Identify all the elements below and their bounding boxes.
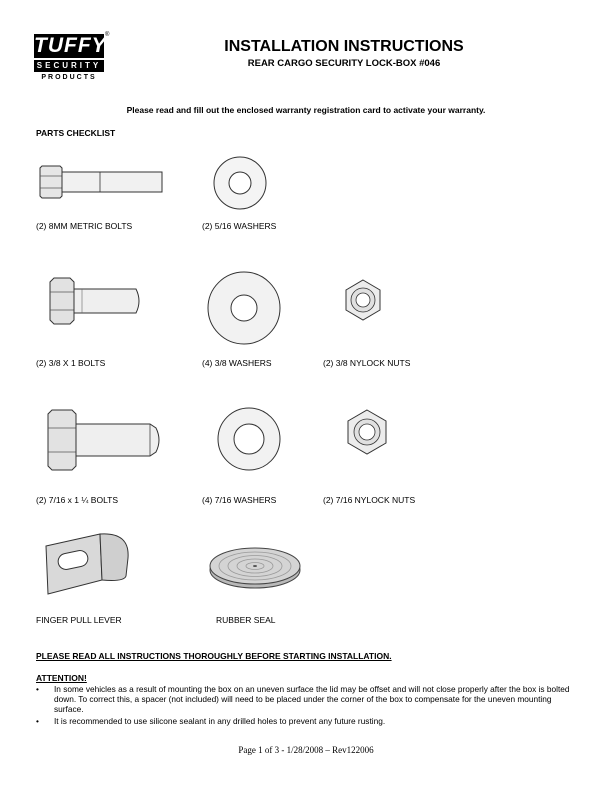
large-nut-illustration (345, 408, 389, 456)
part-caption: (2) 3/8 X 1 BOLTS (36, 358, 106, 368)
page-subtitle: REAR CARGO SECURITY LOCK-BOX #046 (247, 58, 441, 69)
list-item-text: It is recommended to use silicone sealant in any drilled holes to prevent any future rusting. (54, 715, 386, 726)
list-item-text: In some vehicles as a result of mounting the box on an uneven surface the lid may be offset and will not close properly after the box is bolted down. To correct this, a spacer (not included) will need to be placed under the corner of the box to compensate for the uneven mounting surface. (54, 684, 570, 715)
part-caption: FINGER PULL LEVER (36, 615, 122, 625)
parts-checklist-heading: PARTS CHECKLIST (36, 128, 116, 138)
large-bolt-illustration (46, 408, 166, 472)
metric-bolt-illustration (38, 162, 168, 202)
medium-nut-illustration (343, 278, 383, 322)
small-washer-illustration (212, 155, 268, 211)
tuffy-logo (34, 32, 110, 86)
part-caption: (4) 7/16 WASHERS (202, 495, 277, 505)
large-washer-illustration (216, 406, 282, 472)
part-caption: (2) 8MM METRIC BOLTS (36, 221, 133, 231)
rubber-seal-illustration (208, 542, 302, 590)
medium-bolt-illustration (48, 276, 148, 326)
finger-pull-lever-illustration (38, 528, 134, 598)
part-caption: (4) 3/8 WASHERS (202, 358, 272, 368)
bullet-icon: • (36, 715, 39, 726)
page-title: INSTALLATION INSTRUCTIONS (224, 38, 464, 55)
logo-security: SECURITY (34, 60, 104, 72)
list-item (36, 716, 576, 726)
attention-heading: ATTENTION! (36, 673, 87, 683)
part-caption: RUBBER SEAL (216, 615, 276, 625)
medium-washer-illustration (206, 270, 282, 346)
logo-products: PRODUCTS (41, 74, 97, 81)
part-caption: (2) 7/16 x 1 ¼ BOLTS (36, 495, 119, 505)
part-caption: (2) 5/16 WASHERS (202, 221, 277, 231)
logo-trademark: ® (105, 32, 110, 38)
logo-brand: TUFFY (34, 34, 107, 57)
page-footer: Page 1 of 3 - 1/28/2008 – Rev122006 (238, 745, 374, 755)
list-item (36, 684, 576, 715)
warranty-note: Please read and fill out the enclosed warranty registration card to activate your warranty. (126, 105, 486, 115)
part-caption: (2) 7/16 NYLOCK NUTS (323, 495, 416, 505)
attention-list (36, 684, 576, 727)
read-instructions-notice: PLEASE READ ALL INSTRUCTIONS THOROUGHLY BEFORE STARTING INSTALLATION. (36, 651, 392, 661)
bullet-icon: • (36, 684, 39, 694)
part-caption: (2) 3/8 NYLOCK NUTS (323, 358, 411, 368)
